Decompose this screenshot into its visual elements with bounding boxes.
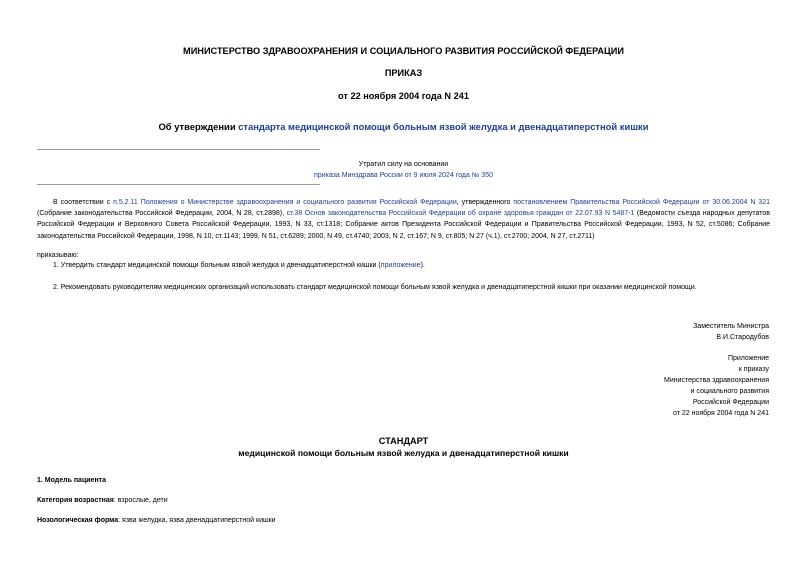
preamble-text-3: (Собрание законодательства Российской Федерации, 2004, N 28, ст.2898), [37, 210, 287, 218]
item1-text: 1. Утвердить стандарт медицинской помощи больным язвой желудка и двенадцатиперстной кишки ( [53, 262, 381, 269]
government-decree-link[interactable]: постановлением Правительства Российской Федерации от 30.06.2004 N 321 [513, 199, 771, 206]
order-title: ПРИКАЗ [384, 68, 423, 78]
health-law-link[interactable]: ст.38 Основ законодательства Российской Федерации об охране здоровья граждан от 22.07.93 N 5487-1 [286, 210, 635, 218]
orders-word: приказываю: [37, 252, 79, 259]
appendix-line-5: Российской Федерации [692, 399, 769, 406]
standard-subtitle: медицинской помощи больным язвой желудка и двенадцатиперстной кишки [238, 448, 569, 458]
preamble-text-2: , утвержденного [456, 199, 514, 206]
preamble-text-1: В соответствии с [53, 199, 114, 206]
order-item-2: 2. Рекомендовать руководителям медицинских организаций использовать стандарт медицинской помощи больным язвой желудка и двенадцатиперстной кишки при оказании медицинской помощи. [53, 284, 697, 291]
appendix-line-6: от 22 ноября 2004 года N 241 [673, 410, 769, 417]
nosological-form-label: Нозологическая форма [37, 517, 119, 524]
age-category-label: Категория возрастная [37, 497, 114, 504]
order-item-1 [53, 260, 425, 271]
section-patient-model: 1. Модель пациента [37, 477, 106, 484]
lapsed-order-link[interactable]: приказа Минздрава России от 9 июля 2024 года № 350 [314, 172, 493, 179]
order-date: от 22 ноября 2004 года N 241 [338, 91, 469, 101]
standard-link[interactable]: стандарта медицинской помощи больным язвой желудка и двенадцатиперстной кишки [238, 121, 649, 132]
subject-prefix: Об утверждении [158, 121, 239, 132]
lapsed-text: Утратил силу на основании [358, 161, 449, 168]
ministry-heading: МИНИСТЕРСТВО ЗДРАВООХРАНЕНИЯ И СОЦИАЛЬНОГО РАЗВИТИЯ РОССИЙСКОЙ ФЕДЕРАЦИИ [183, 46, 624, 56]
age-category-value: : взрослые, дети [113, 497, 168, 504]
signature-position: Заместитель Министра [693, 323, 769, 330]
appendix-block [664, 353, 769, 419]
divider-top [37, 149, 320, 150]
nosological-form-value: : язва желудка, язва двенадцатиперстной кишки [118, 517, 276, 524]
divider-bottom [37, 184, 320, 185]
order-subject [0, 121, 807, 132]
nosological-form [37, 517, 276, 524]
age-category [37, 497, 168, 504]
lapsed-note [0, 159, 807, 181]
appendix-line-1: Приложение [727, 355, 769, 362]
standard-title: СТАНДАРТ [378, 436, 429, 446]
item1-end: ). [420, 262, 425, 269]
preamble-text-4: (Ведомости съезда народных депутатов Российской Федерации и Верховного Совета Российской Федерации, 1993, N 33, ст.1318; Собрание актов Президента Российской Федерации и Правительства Российской Федерации, 1993, N 52, ст.5086; Собрание законодательства Российской Федерации, 1998, N 10, ст.1143; 1999, N 51, ст.6289; 2000, N 49, ст.4740; 2003, N 2, ст.167; N 9, ст.805; N 27 (ч.1), ст.2700; 2004, N 27, ст.2711) [37, 210, 770, 240]
appendix-link[interactable]: приложение [380, 262, 421, 269]
appendix-line-4: и социального развития [690, 388, 769, 395]
appendix-line-3: Министерства здравоохранения [664, 377, 769, 384]
appendix-line-2: к приказу [738, 366, 769, 373]
signature-block [693, 321, 769, 343]
signature-name: В.И.Стародубов [716, 334, 769, 341]
regulation-link[interactable]: п.5.2.11 Положения о Министерстве здравоохранения и социального развития Российской Федерации [113, 199, 457, 206]
preamble-paragraph [37, 197, 770, 242]
